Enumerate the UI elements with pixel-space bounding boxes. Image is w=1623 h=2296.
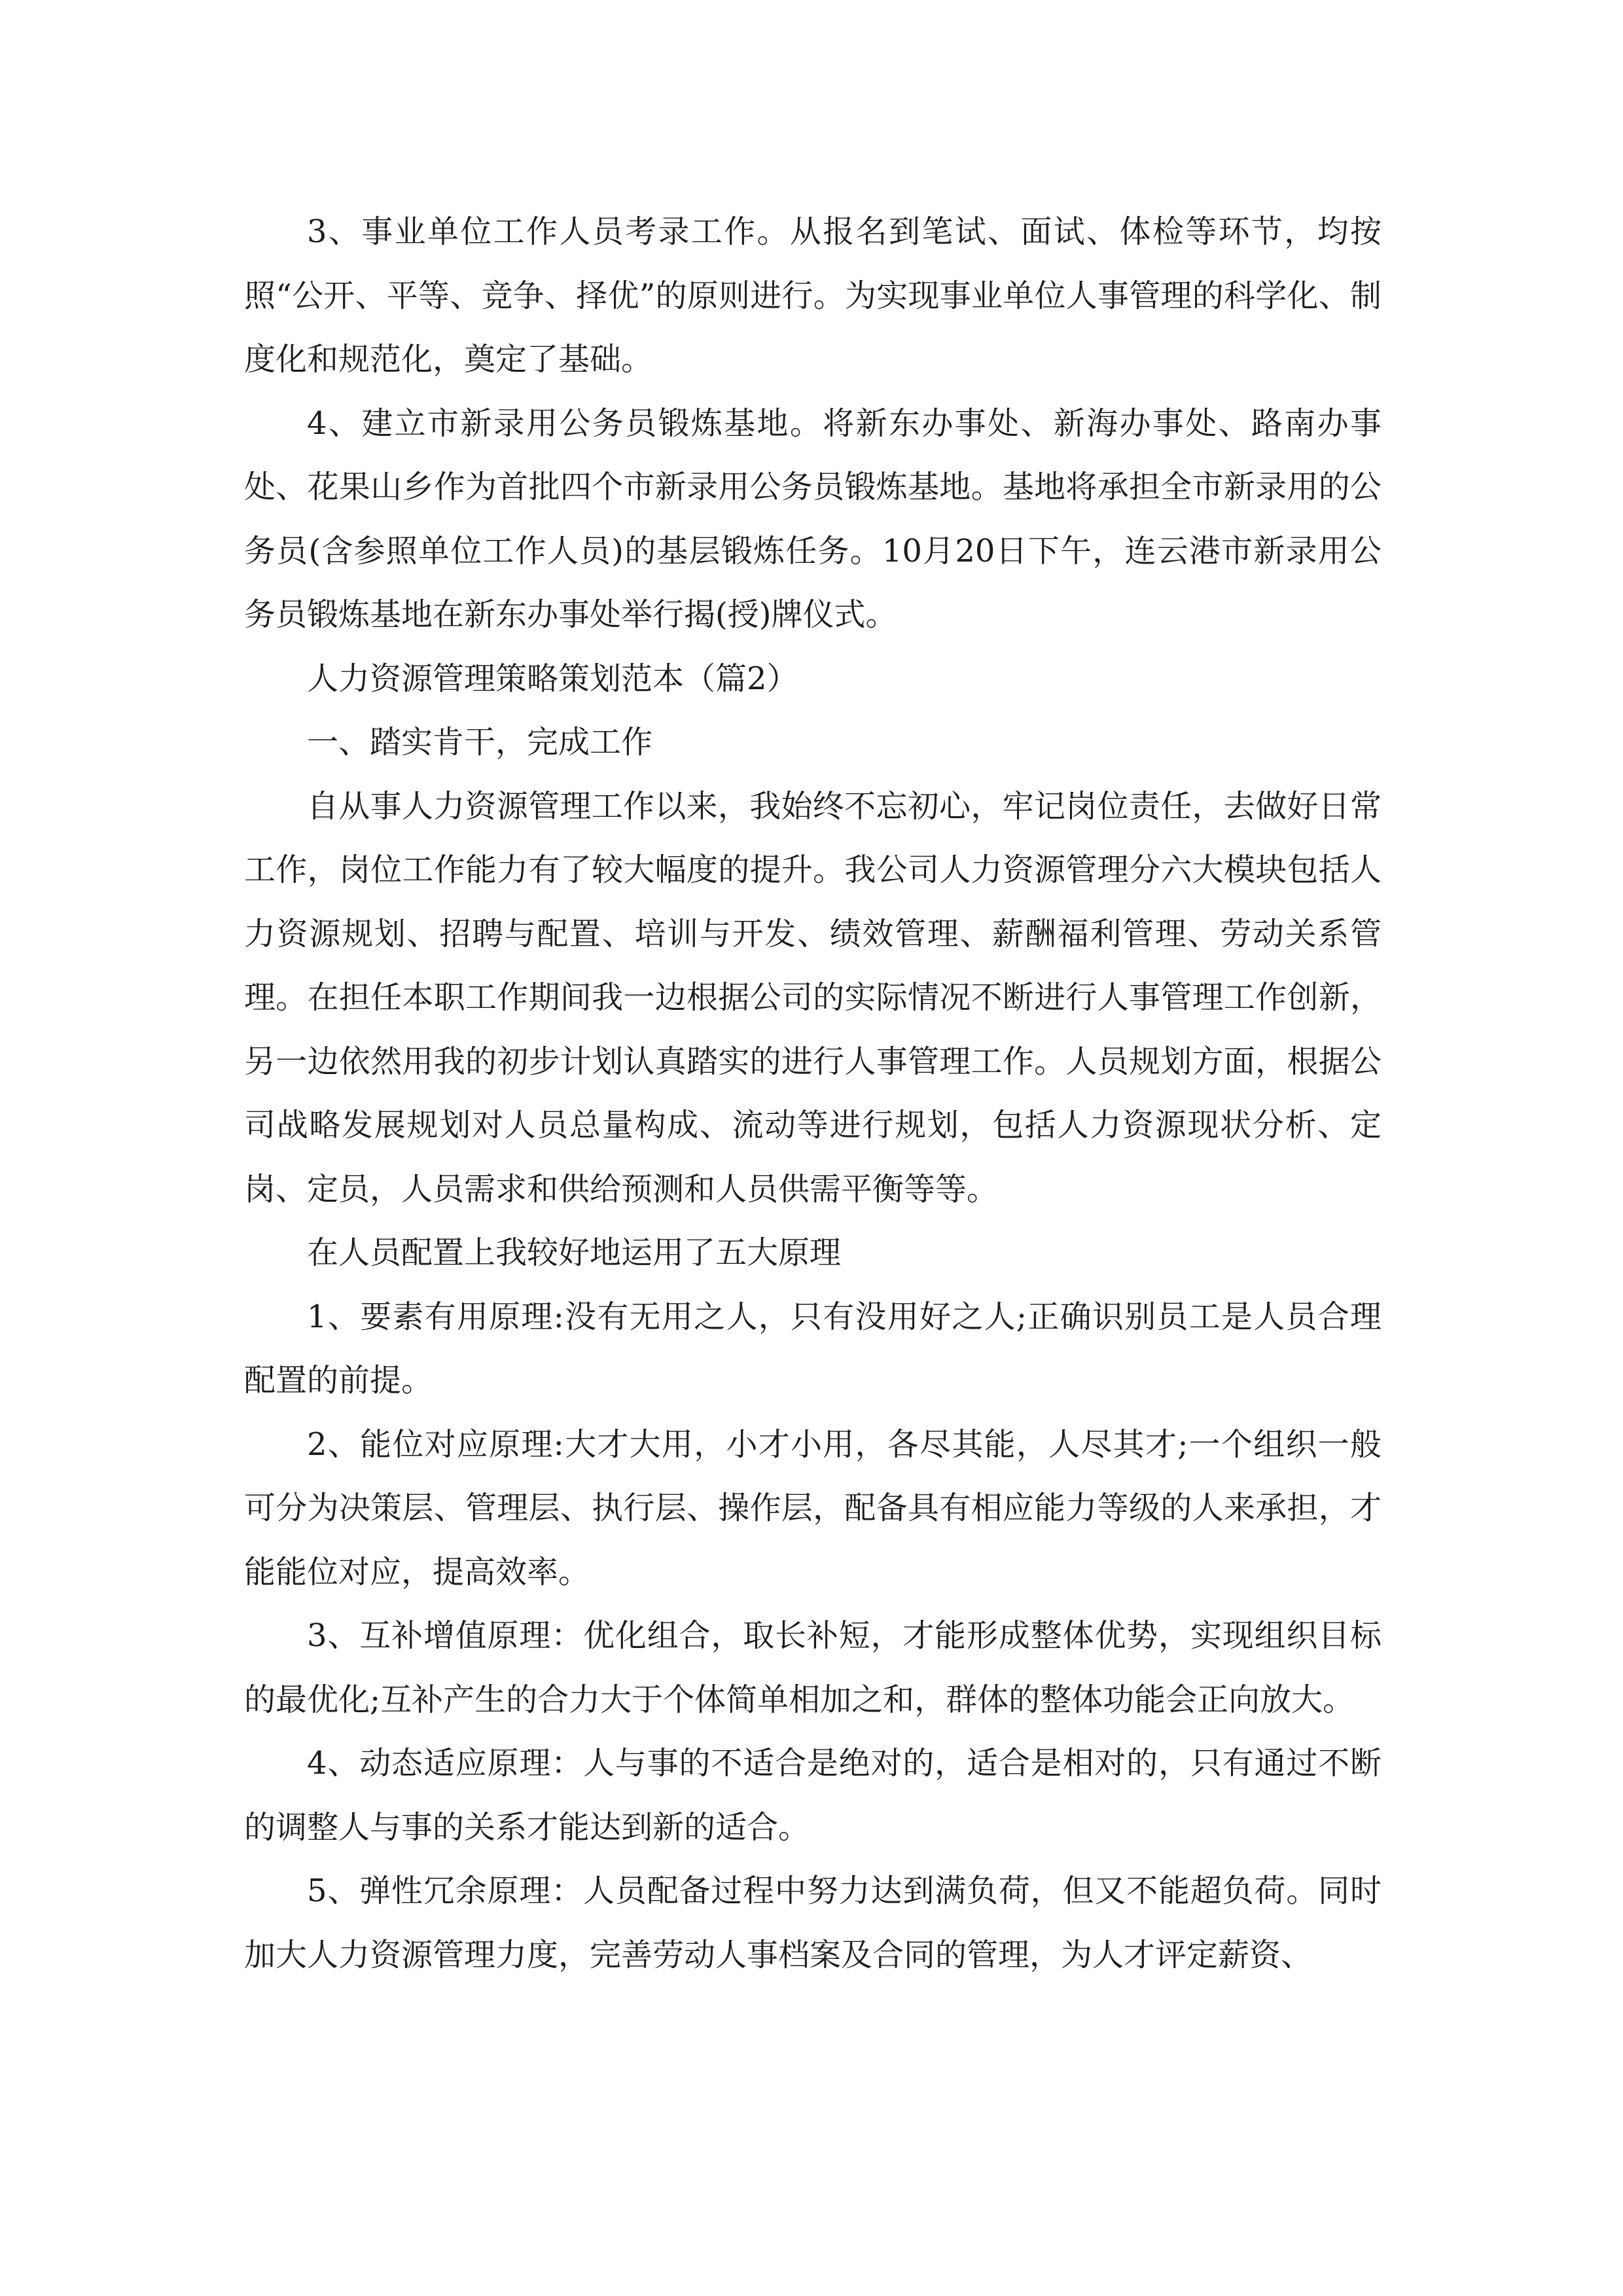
- document-body: [244, 200, 1382, 1987]
- paragraph-item-3-recruitment: 3、事业单位工作人员考录工作。从报名到笔试、面试、体检等环节，均按照“公开、平等、竞争、择优”的原则进行。为实现事业单位人事管理的科学化、制度化和规范化，奠定了基础。: [244, 213, 1382, 378]
- section-title: 人力资源管理策略策划范本（篇2）: [307, 660, 798, 697]
- principle-3: 3、互补增值原理：优化组合，取长补短，才能形成整体优势，实现组织目标的最优化;互补产生的合力大于个体简单相加之和，群体的整体功能会正向放大。: [244, 1617, 1382, 1718]
- paragraph-work-summary: 自从事人力资源管理工作以来，我始终不忘初心，牢记岗位责任，去做好日常工作，岗位工作能力有了较大幅度的提升。我公司人力资源管理分六大模块包括人力资源规划、招聘与配置、培训与开发、绩效管理、薪酬福利管理、劳动关系管理。在担任本职工作期间我一边根据公司的实际情况不断进行人事管理工作创新，另一边依然用我的初步计划认真踏实的进行人事管理工作。人员规划方面，根据公司战略发展规划对人员总量构成、流动等进行规划，包括人力资源现状分析、定岗、定员，人员需求和供给预测和人员供需平衡等等。: [244, 787, 1382, 1208]
- principle-5: 5、弹性冗余原理：人员配备过程中努力达到满负荷，但又不能超负荷。同时加大人力资源管理力度，完善劳动人事档案及合同的管理，为人才评定薪资、: [244, 1873, 1382, 1973]
- paragraph-five-principles-intro: 在人员配置上我较好地运用了五大原理: [307, 1234, 842, 1271]
- paragraph-item-4-training-base: 4、建立市新录用公务员锻炼基地。将新东办事处、新海办事处、路南办事处、花果山乡作为首批四个市新录用公务员锻炼基地。基地将承担全市新录用的公务员(含参照单位工作人员)的基层锻炼任务。10月20日下午，连云港市新录用公务员锻炼基地在新东办事处举行揭(授)牌仪式。: [244, 404, 1382, 633]
- principle-2: 2、能位对应原理:大才大用，小才小用，各尽其能，人尽其才;一个组织一般可分为决策层、管理层、执行层、操作层，配备具有相应能力等级的人来承担，才能能位对应，提高效率。: [244, 1426, 1382, 1590]
- section-heading-1: 一、踏实肯干，完成工作: [307, 724, 653, 761]
- principle-1: 1、要素有用原理:没有无用之人，只有没用好之人;正确识别员工是人员合理配置的前提。: [244, 1298, 1382, 1399]
- principle-4: 4、动态适应原理：人与事的不适合是绝对的，适合是相对的，只有通过不断的调整人与事的关系才能达到新的适合。: [244, 1745, 1382, 1846]
